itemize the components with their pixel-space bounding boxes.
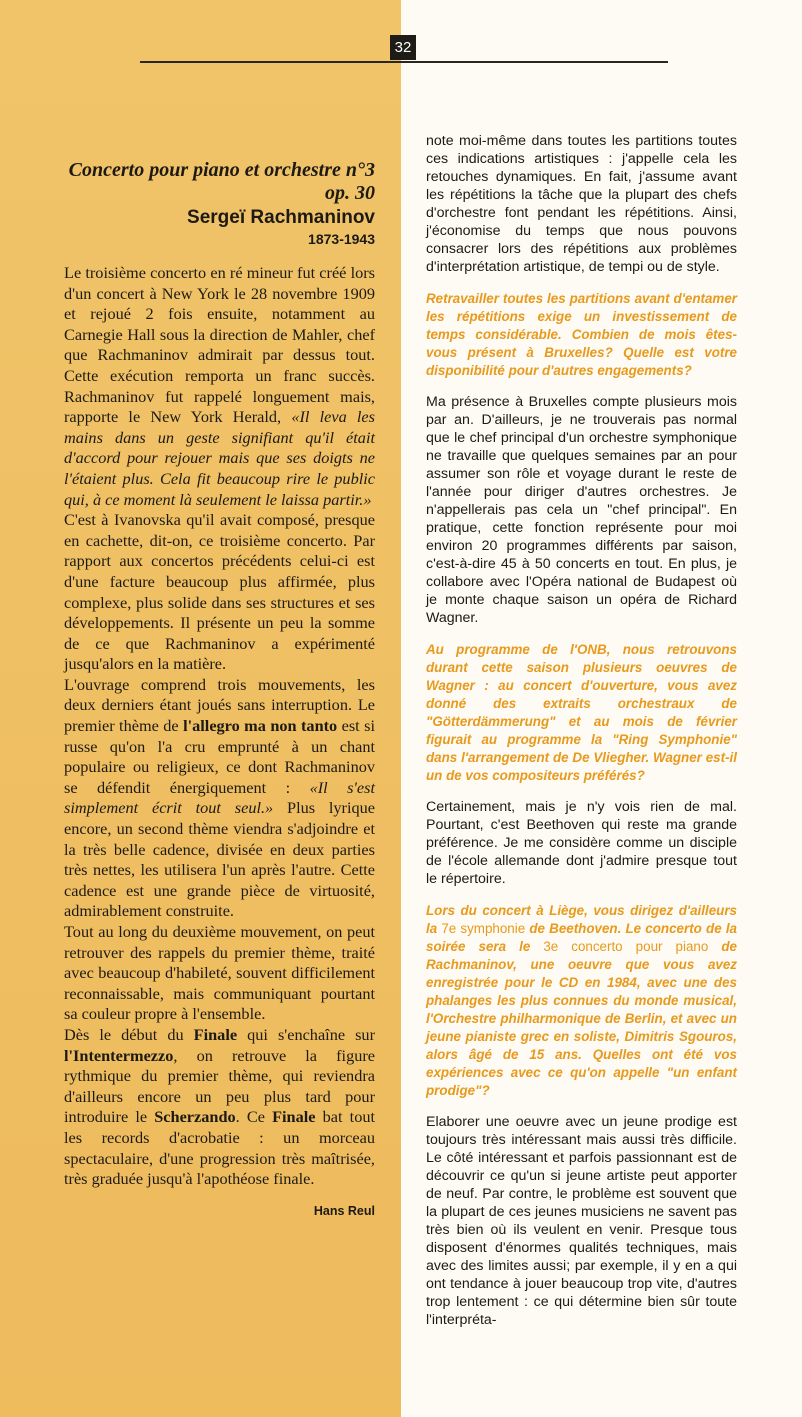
composer-dates: 1873-1943 xyxy=(308,231,375,247)
header-rule xyxy=(140,61,668,63)
movement-name: l'Intentermezzo xyxy=(64,1045,174,1065)
rachmaninov-quote: «Il s'est simplement écrit tout seul.» xyxy=(64,777,375,818)
answer: note moi-même dans toutes les partitions toutes ces indications artistiques : j'appelle cela les retouches dynamiques. En fait, j'assume avant les répétitions la tâche que la plupart des chefs d'orchestre font pendant les répétitions. Ainsi, j'économise du temps que nous pouvons consacrer lors des répétitions aux problèmes d'interprétation artistique, de tempi ou de style. xyxy=(426,133,737,275)
interview-column xyxy=(426,132,737,1343)
question: Lors du concert à Liège, vous dirigez d'ailleurs la 7e symphonie de Beethoven. Le concerto de la soirée sera le 3e concerto pour piano de Rachmaninov, une oeuvre que vous avez enregistrée pour le CD en 1984, avec une des phalanges les plus connues du monde musical, l'Orchestre philharmonique de Berlin, et avec un jeune pianiste grec en soliste, Dimitris Sgouros, alors âgé de 15 ans. Quelles ont été vos expériences avec ce qu'on appelle "un enfant prodige"? xyxy=(426,903,737,1098)
program-note xyxy=(64,263,375,1190)
answer: Certainement, mais je n'y vois rien de mal. Pourtant, c'est Beethoven qui reste ma grande préférence. Je me considère comme un disciple de l'école allemande dont j'admire presque tout le répertoire. xyxy=(426,799,737,887)
author-signature: Hans Reul xyxy=(313,1203,375,1218)
movement-name: Finale xyxy=(193,1024,238,1044)
answer: Elaborer une oeuvre avec un jeune prodige est toujours très intéressant mais aussi très difficile. Le côté intéressant et parfois passionnant est de découvrir ce qu'un si jeune artiste peut apporter de neuf. Par contre, le problème est souvent que la plupart de ces jeunes musiciens ne savent pas très bien où ils veulent en venir. Presque tous disposent d'énormes qualités techniques, mais avec des limites aussi; par exemple, il y en a qui ont tendance à jouer beaucoup trop vite, d'autres trop lentement : ce qui détermine bien sûr toute l'interpréta- xyxy=(426,1114,737,1328)
paragraph: C'est à Ivanovska qu'il avait composé, presque en cachette, dit-on, ce troisième concerto. Par rapport aux concertos précédents celui-ci est d'une facture beaucoup plus affirmée, plus complexe, plus solide dans ses structures et ses développements. Il présente un peu la somme de ce que Rachmaninov a expérimenté jusqu'alors en la matière. xyxy=(64,510,375,674)
composer-name: Sergeï Rachmaninov xyxy=(187,207,375,228)
left-column xyxy=(64,158,375,1218)
work-title: Concerto pour piano et orchestre n°3 xyxy=(68,159,375,181)
movement-name: Scherzando xyxy=(154,1107,236,1127)
question: Au programme de l'ONB, nous retrouvons durant cette saison plusieurs oeuvres de Wagner : au concert d'ouverture, vous avez donné des extraits orchestraux de "Götterdämmerung" et au mois de février figurait au programme la "Ring Symphonie" dans l'arrangement de De Vliegher. Wagner est-il un de vos compositeurs préférés? xyxy=(426,642,737,783)
question: Retravailler toutes les partitions avant d'entamer les répétitions exige un investissement de temps considérable. Combien de mois êtes-vous présent à Bruxelles? Quelle est votre disponibilité pour d'autres engagements? xyxy=(426,291,737,378)
paragraph: Dès le début du Finale qui s'enchaîne sur l'Intentermezzo, on retrouve la figure rythmique du premier thème, qui reviendra d'ailleurs encore un peu plus tard pour introduire le Scherzando. Ce Finale bat tout les records d'acrobatie : un morceau spectaculaire, d'une progression très maîtrisée, très graduée jusqu'à l'apothéose finale. xyxy=(64,1024,375,1189)
movement-name: l'allegro ma non tanto xyxy=(183,716,338,736)
herald-quote: «Il leva les mains dans un geste signifiant qu'il était d'accord pour rejouer mais que ses doigts ne l'étaient plus. Cela fit beaucoup rire le public qui, à ce moment là seulement le laissa partir.» xyxy=(64,407,375,509)
work-opus: op. 30 xyxy=(325,182,375,204)
paragraph: Le troisième concerto en ré mineur fut créé lors d'un concert à New York le 28 novembre 1909 et rejoué 2 fois ensuite, notamment au Carnegie Hall sous la direction de Mahler, chef que Rachmaninov admirait par dessus tout. Cette exécution remporta un franc succès. Rachmaninov fut rappelé longuement mais, rapporte le New York Herald, «Il leva les mains dans un geste signifiant qu'il était d'accord pour rejouer mais que ses doigts ne l'étaient plus. Cela fit beaucoup rire le public qui, à ce moment là seulement le laissa partir.» xyxy=(64,263,375,509)
paragraph: Tout au long du deuxième mouvement, on peut retrouver des rappels du premier thème, traité avec beaucoup d'habileté, souvent difficilement reconnaissable, mais communiquant pourtant sa couleur propre à l'ensemble. xyxy=(64,922,375,1024)
answer: Ma présence à Bruxelles compte plusieurs mois par an. D'ailleurs, je ne trouverais pas normal que le chef principal d'un orchestre symphonique ne travaille que quelques semaines par an pour assumer son rôle et voyage durant le reste de l'année pour diriger d'autres orchestres. Je n'appellerais pas cela un "chef principal". En pratique, cette fonction représente pour moi environ 20 programmes différents par saison, c'est-à-dire 45 à 50 concerts en tout. En plus, je collabore avec l'Opéra national de Budapest où je monte chaque saison un opéra de Richard Wagner. xyxy=(426,394,737,626)
page-number: 32 xyxy=(390,35,416,60)
movement-name: Finale xyxy=(272,1107,316,1127)
paragraph: L'ouvrage comprend trois mouvements, les deux derniers étant joués sans interruption. Le premier thème de l'allegro ma non tanto est si russe qu'on l'a cru emprunté à un chant populaire ou religieux, ce dont Rachmaninov se défendit énergiquement : «Il s'est simplement écrit tout seul.» Plus lyrique encore, un second thème viendra s'adjoindre et la très belle cadence, divisée en deux parties très nettes, les utilisera l'un après l'autre. Cette cadence est une grande pièce de virtuosité, admirablement construite. xyxy=(64,674,375,921)
